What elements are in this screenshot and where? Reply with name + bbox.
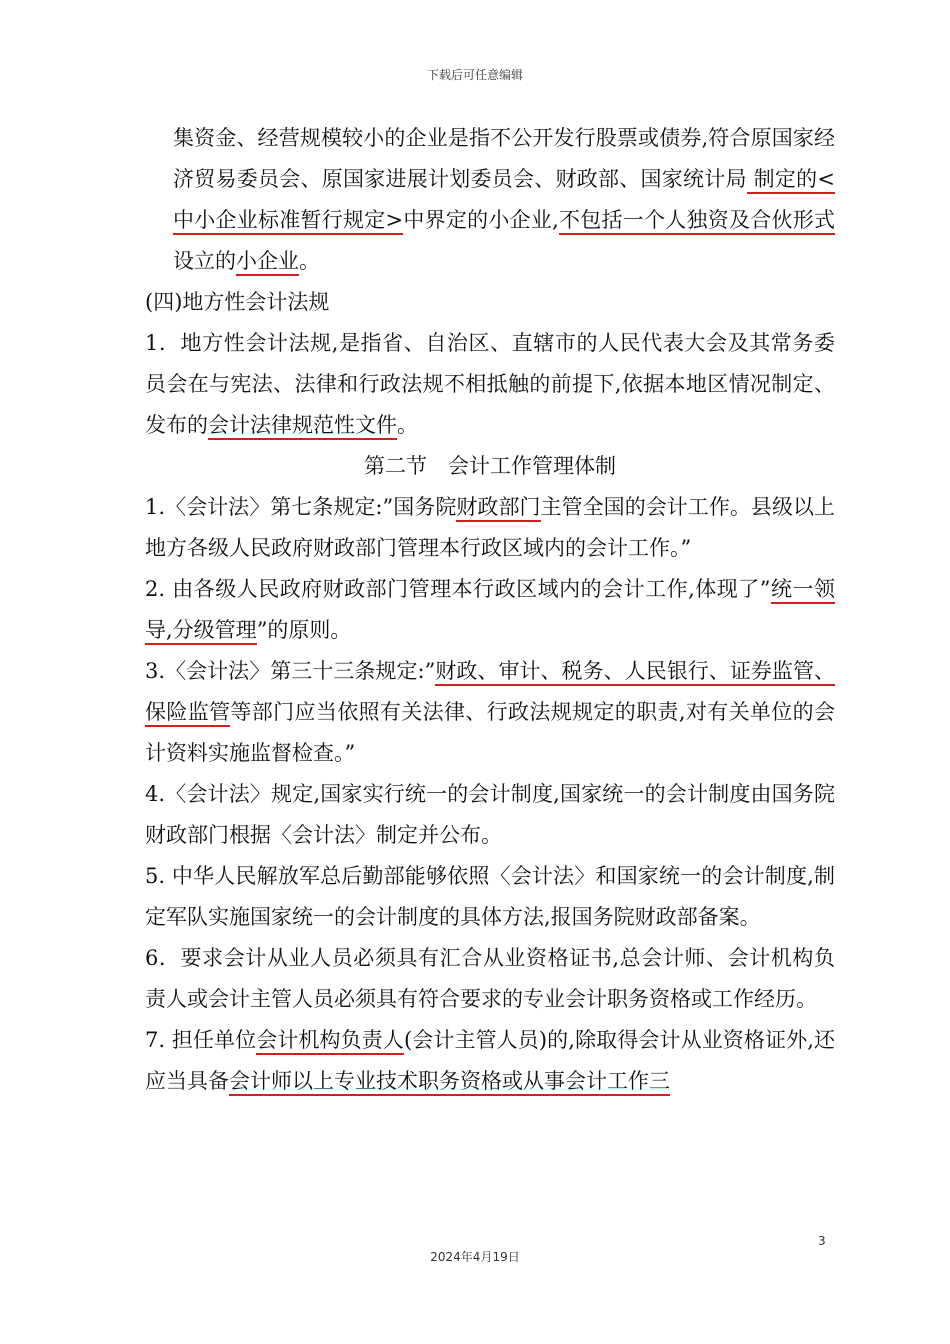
text-segment: 4.〈会计法〉规定,国家实行统一的会计制度,国家统一的会计制度由国务院财政部门根据〈会计法〉制定并公布。 xyxy=(145,782,835,847)
underlined-text: 小企业 xyxy=(236,249,299,276)
text-segment: (四)地方性会计法规 xyxy=(145,290,330,314)
underlined-text: 财政、审计、税务、人民银行、证券监管、保险监管 xyxy=(145,659,835,727)
text-segment: 等部门应当依照有关法律、行政法规规定的职责,对有关单位的会计资料实施监督检查。” xyxy=(145,700,835,765)
text-segment: 5. 中华人民解放军总后勤部能够依照〈会计法〉和国家统一的会计制度,制定军队实施国家统一的会计制度的具体方法,报国务院财政部备案。 xyxy=(145,864,835,929)
paragraph xyxy=(145,651,835,774)
text-segment: 1．地方性会计法规,是指省、自治区、直辖市的人民代表大会及其常务委员会在与宪法、法律和行政法规不相抵触的前提下,依据本地区情况制定、发布的 xyxy=(145,331,835,437)
text-segment: 1.〈会计法〉第七条规定:”国务院 xyxy=(145,495,457,519)
text-segment: 中界定的小企业, xyxy=(403,208,559,232)
paragraph xyxy=(145,487,835,569)
text-segment: 6．要求会计从业人员必须具有汇合从业资格证书,总会计师、会计机构负责人或会计主管人员必须具有符合要求的专业会计职务资格或工作经历。 xyxy=(145,946,835,1011)
paragraph xyxy=(145,856,835,938)
underlined-text: 会计师以上专业技术职务资格或从事会计工作三 xyxy=(229,1069,670,1096)
page-footer-date: 2024年4月19日 xyxy=(430,1250,520,1264)
text-segment: 。 xyxy=(299,249,320,273)
text-segment: 。 xyxy=(397,413,418,437)
text-segment: 集资金、经营规模较小的企业是指不公开发行股票或债券,符合原国家经济贸易委员会、原国家进展计划委员会、财政部、国家统计局 xyxy=(173,126,835,191)
paragraph xyxy=(145,118,835,282)
underlined-text: 统一领导,分级管理 xyxy=(145,577,835,645)
underlined-text: 不包括一个人独资及合伙形式 xyxy=(559,208,835,235)
text-segment: 7. 担任单位 xyxy=(145,1028,257,1052)
underlined-text: 财政部门 xyxy=(456,495,540,522)
text-segment: 2. 由各级人民政府财政部门管理本行政区域内的会计工作,体现了” xyxy=(145,577,771,601)
text-segment: 主管全国的会计工作。县级以上地方各级人民政府财政部门管理本行政区域内的会计工作。” xyxy=(145,495,836,560)
text-segment: 3.〈会计法〉第三十三条规定:” xyxy=(145,659,436,683)
document-body xyxy=(145,118,835,1102)
underlined-text: 会计机构负责人 xyxy=(256,1028,404,1055)
underlined-text: 会计法律规范性文件 xyxy=(208,413,397,440)
text-segment: (会计主管人员)的,除取得会计从业资格证外,还应当具备 xyxy=(145,1028,835,1093)
underlined-text: 制定的<中小企业标准暂行规定> xyxy=(173,167,835,235)
paragraph xyxy=(145,938,835,1020)
text-segment: 第二节 会计工作管理体制 xyxy=(364,454,616,478)
paragraph xyxy=(145,323,835,446)
paragraph xyxy=(145,569,835,651)
paragraph xyxy=(145,774,835,856)
page-header: 下载后可任意编辑 xyxy=(426,68,523,82)
text-segment: ”的原则。 xyxy=(256,618,352,642)
page-number: 3 xyxy=(818,1234,826,1248)
section-heading xyxy=(145,446,835,487)
paragraph xyxy=(145,282,835,323)
text-segment: 设立的 xyxy=(173,249,236,273)
paragraph xyxy=(145,1020,835,1102)
